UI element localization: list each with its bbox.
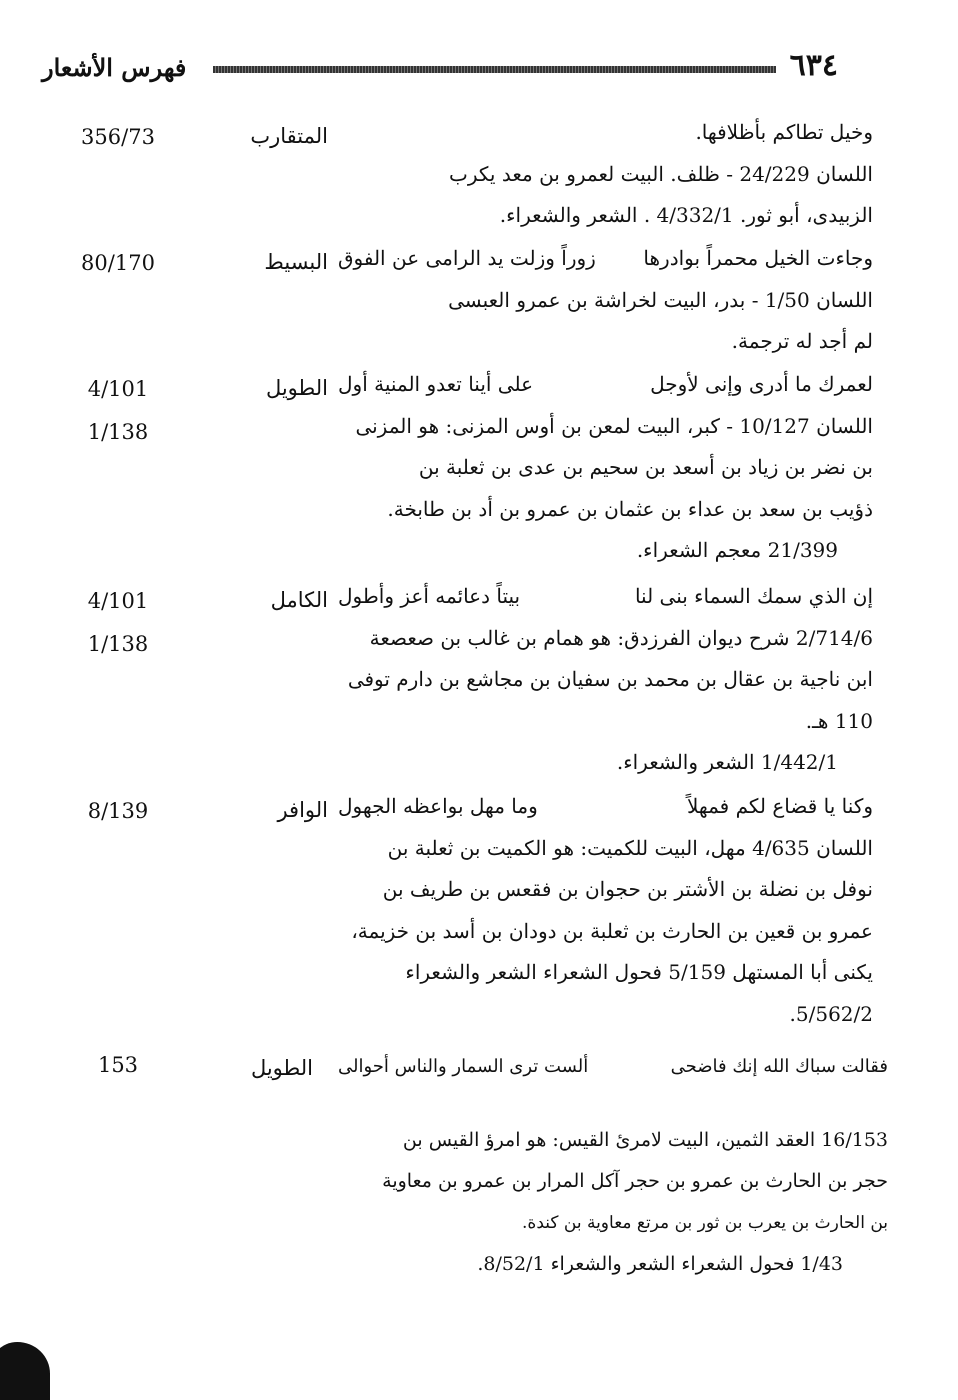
- note-line: ذؤيب بن سعد بن عداء بن عثمان بن عمرو بن أد بن طابخة.: [387, 496, 873, 521]
- meter-label: الطويل: [265, 376, 328, 400]
- reference-number: 4/101: [87, 377, 149, 401]
- reference-number: 1/138: [87, 420, 149, 444]
- note-line: حجر بن الحارث بن عمرو بن حجر آكل المرار بن عمرو بن معاوية: [382, 1170, 888, 1192]
- verse-first-hemistich: لعمرك ما أدرى وإنى لأوجل: [650, 372, 873, 396]
- entry-text: [338, 576, 873, 784]
- meter-label: المتقارب: [250, 124, 328, 148]
- verse-line: [338, 238, 873, 280]
- reference-numbers: [63, 368, 173, 454]
- verse-first-hemistich: فقالت سباك الله إنك فاضحى: [670, 1056, 888, 1077]
- verse-second-hemistich: بيتاً دعائمه أعز وأطول: [338, 584, 521, 608]
- reference-number: 80/170: [81, 251, 155, 275]
- verse-first-hemistich: وكنا يا قضاع لكم فمهلاً: [686, 794, 873, 818]
- meter-label: البسيط: [264, 250, 328, 274]
- note-line: 110 هـ.: [805, 708, 873, 733]
- page-number: ٦٣٤: [789, 48, 838, 83]
- note-line: بن نضر بن زياد بن أسعد بن سحيم بن عدى بن ثعلبة بن: [418, 455, 873, 479]
- verse-second-hemistich: ألست ترى السمار والناس أحوالى: [338, 1056, 589, 1077]
- entry-text: [338, 364, 873, 572]
- note-line: 2/714/6 شرح ديوان الفرزدق: هو همام بن غالب بن صعصعة: [369, 625, 873, 650]
- verse-second-hemistich: زوراً وزلت يد الرامى عن الفوق: [338, 246, 596, 270]
- note-line: الزبيدى، أبو ثور. 4/332/1 . الشعر والشعراء.: [499, 203, 873, 227]
- reference-numbers: [63, 116, 173, 159]
- header-rule: [213, 66, 776, 73]
- verse-line: [338, 786, 873, 828]
- note-line: 21/399 معجم الشعراء.: [636, 538, 838, 562]
- verse-line: [338, 364, 873, 406]
- note-line: لم أجد له ترجمة.: [731, 329, 873, 353]
- reference-number: 153: [97, 1053, 139, 1077]
- note-line: يكنى أبا المستهل 5/159 فحول الشعراء الشعر والشعراء: [405, 960, 873, 984]
- reference-numbers: [63, 1044, 173, 1087]
- note-line: نوفل بن نضلة بن الأشتر بن حجوان بن فقعس بن طريف بن: [382, 877, 873, 901]
- meter-label: الوافر: [277, 798, 328, 822]
- note-line: اللسان 1/50 - بدر، البيت لخراشة بن عمرو العبسى: [448, 287, 873, 312]
- meter-label: الكامل: [270, 588, 328, 612]
- note-line: عمرو بن قعين بن الحارث بن ثعلبة بن دودان بن أسد بن خزيمة،: [351, 918, 873, 943]
- verse-line: وخيل تطاكم بأظلافها.: [695, 120, 873, 144]
- verse-second-hemistich: على أينا تعدو المنية أول: [338, 372, 534, 396]
- note-line: 16/153 العقد الثمين، البيت لامرئ القيس: هو امرؤ القيس بن: [402, 1128, 888, 1151]
- note-line: 5/562/2.: [789, 1001, 873, 1026]
- reference-numbers: [63, 242, 173, 285]
- note-line: اللسان 10/127 - كبر، البيت لمعن بن أوس المزنى: هو المزنى: [355, 413, 873, 438]
- verse-line: [338, 1046, 888, 1088]
- entry-text: [338, 112, 873, 237]
- reference-number: 1/138: [87, 632, 149, 656]
- note-line: اللسان 24/229 - ظلف. البيت لعمرو بن معد يكرب: [449, 161, 873, 186]
- entry-text: [338, 238, 873, 363]
- reference-number: 4/101: [87, 589, 149, 613]
- verse-first-hemistich: إن الذي سمك السماء بنى لنا: [634, 584, 873, 608]
- reference-number: 356/73: [81, 125, 155, 149]
- note-line: ابن ناجية بن عقال بن محمد بن سفيان بن مجاشع بن دارم توفى: [347, 667, 873, 691]
- meter-label: الطويل: [250, 1056, 313, 1080]
- entry-text: [338, 786, 873, 1035]
- verse-first-hemistich: وجاءت الخيل محمراً بوادرها: [643, 246, 873, 270]
- note-line: 1/442/1 الشعر والشعراء.: [616, 750, 838, 774]
- verse-second-hemistich: وما مهل بواعظه الجهول: [338, 794, 538, 818]
- entry-text: [338, 1046, 888, 1286]
- section-title: فهرس الأشعار: [42, 53, 187, 82]
- reference-numbers: [63, 580, 173, 666]
- note-line: 1/43 فحول الشعراء الشعر والشعراء 8/52/1.: [477, 1253, 843, 1275]
- verse-line: [338, 576, 873, 618]
- note-line: بن الحارث بن يعرب بن ثور بن مرتع معاوية بن كندة.: [522, 1212, 888, 1233]
- scan-ink-blot: [0, 1342, 50, 1400]
- note-line: اللسان 4/635 مهل، البيت للكميت: هو الكميت بن ثعلبة بن: [387, 835, 873, 860]
- reference-number: 8/139: [87, 799, 149, 823]
- reference-numbers: [63, 790, 173, 833]
